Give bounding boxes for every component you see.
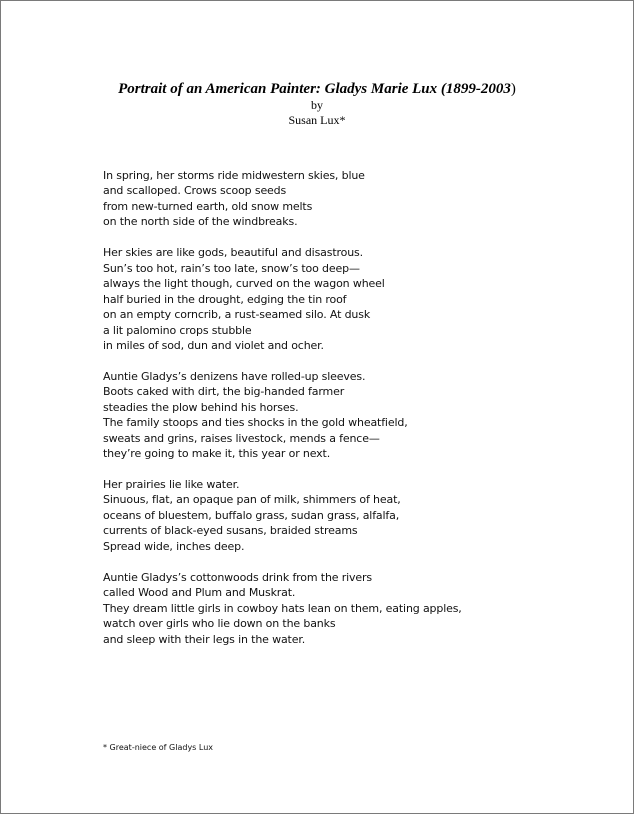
poem-stanza <box>103 245 603 353</box>
poem-line: a lit palomino crops stubble <box>103 323 252 337</box>
poem-line: Sun’s too hot, rain’s too late, snow’s too deep— <box>103 261 360 275</box>
poem-stanza <box>103 477 603 554</box>
poem-line: and sleep with their legs in the water. <box>103 632 306 646</box>
poem-line: The family stoops and ties shocks in the gold wheatfield, <box>103 416 408 430</box>
poem-line: on the north side of the windbreaks. <box>103 215 298 229</box>
poem-stanza <box>103 168 603 230</box>
poem-line: currents of black-eyed susans, braided streams <box>103 524 358 538</box>
poem-line: They dream little girls in cowboy hats lean on them, eating apples, <box>103 601 462 615</box>
poem-stanza <box>103 369 603 462</box>
poem-line: In spring, her storms ride midwestern skies, blue <box>103 169 365 182</box>
poem-line: steadies the plow behind his horses. <box>103 400 299 414</box>
poem-line: Her prairies lie like water. <box>103 478 240 492</box>
footnote: * Great-niece of Gladys Lux <box>103 743 214 752</box>
poem-line: they’re going to make it, this year or next. <box>103 447 331 461</box>
poem-title <box>1 81 633 98</box>
poem-line: watch over girls who lie down on the banks <box>103 617 336 631</box>
poem-line: Auntie Gladys’s denizens have rolled-up sleeves. <box>103 369 366 383</box>
poem-line: and scalloped. Crows scoop seeds <box>103 184 287 198</box>
poem-title-text: Portrait of an American Painter: Gladys Marie Lux (1899-2003 <box>118 81 511 97</box>
poem-line: Sinuous, flat, an opaque pan of milk, shimmers of heat, <box>103 493 401 507</box>
poem-line: on an empty corncrib, a rust-seamed silo. At dusk <box>103 308 371 322</box>
poem-line: Auntie Gladys’s cottonwoods drink from the rivers <box>103 570 372 584</box>
poem-line: in miles of sod, dun and violet and ocher. <box>103 338 324 352</box>
poem-line: half buried in the drought, edging the tin roof <box>103 292 347 306</box>
poem-line: Spread wide, inches deep. <box>103 539 245 553</box>
poem-line: from new-turned earth, old snow melts <box>103 199 313 213</box>
poem-body <box>103 168 603 662</box>
poem-line: sweats and grins, raises livestock, mends a fence— <box>103 431 380 445</box>
poem-stanza <box>103 570 603 647</box>
poem-title-close-paren: ) <box>510 81 516 97</box>
document-header <box>1 81 633 128</box>
poem-line: oceans of bluestem, buffalo grass, sudan grass, alfalfa, <box>103 508 400 522</box>
poem-line: Her skies are like gods, beautiful and disastrous. <box>103 246 363 260</box>
poem-line: always the light though, curved on the wagon wheel <box>103 277 385 291</box>
poem-line: called Wood and Plum and Muskrat. <box>103 586 296 600</box>
byline-by: by <box>311 98 323 112</box>
author-name: Susan Lux* <box>288 113 346 127</box>
poem-line: Boots caked with dirt, the big-handed farmer <box>103 385 345 399</box>
